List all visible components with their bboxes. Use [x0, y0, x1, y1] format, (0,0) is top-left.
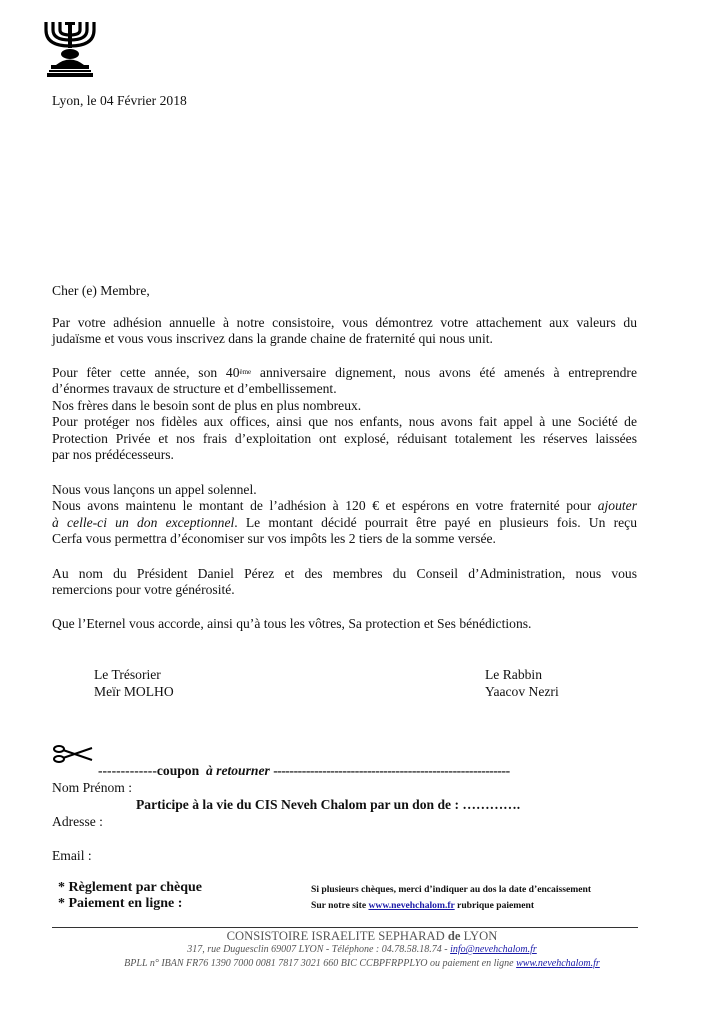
- website-link[interactable]: www.nevehchalom.fr: [368, 900, 455, 911]
- text: rubrique paiement: [454, 900, 535, 911]
- menorah-icon: [42, 20, 98, 78]
- text: 317, rue Duguesclin 69007 LYON - Téléphone : 04.78.58.18.74 -: [187, 944, 451, 955]
- letter-date: Lyon, le 04 Février 2018: [52, 93, 187, 108]
- paragraph-line: par nos prédécesseurs.: [52, 447, 174, 463]
- footer-address: [0, 943, 724, 956]
- blessing: Que l’Eternel vous accorde, ainsi qu’à tous les vôtres, Sa protection et Ses bénédictions.: [52, 616, 532, 631]
- text: Pour fêter cette année, son 40: [52, 365, 240, 380]
- text: . Le montant décidé pourrait être payé en plusieurs fois. Un reçu: [234, 514, 637, 530]
- online-payment-label: * Paiement en ligne :: [58, 896, 183, 911]
- treasurer-name: Meïr MOLHO: [94, 684, 174, 699]
- dashes: -------------: [98, 763, 157, 778]
- text: Sur notre site: [311, 900, 369, 911]
- paragraph-line: Cerfa vous permettra d’économiser sur vos impôts les 2 tiers de la somme versée.: [52, 531, 496, 547]
- paragraph-line: [52, 365, 637, 381]
- address-field-label: Adresse :: [52, 814, 103, 829]
- paragraph-anniversary: [52, 365, 637, 463]
- italic-text: ajouter: [597, 498, 637, 514]
- paragraph-line: [52, 498, 637, 514]
- paragraph-line: Par votre adhésion annuelle à notre consistoire, vous démontrez votre attachement aux valeurs du: [52, 315, 637, 330]
- text: LYON: [460, 929, 498, 943]
- paragraph-appeal: [52, 482, 637, 548]
- rabbin-title: Le Rabbin: [485, 667, 543, 682]
- text: BPLL n° IBAN FR76 1390 7000 0081 7817 3021 660 BIC CCBPFRPPLYO ou paiement en ligne: [124, 958, 517, 969]
- rabbin-name: Yaacov Nezri: [485, 684, 559, 699]
- return-label: à retourner: [205, 763, 270, 778]
- menorah-logo: [42, 20, 98, 78]
- coupon-header: [98, 763, 510, 779]
- website-link[interactable]: www.nevehchalom.fr: [516, 958, 600, 969]
- paragraph-line: Nous vous lançons un appel solennel.: [52, 482, 257, 497]
- dashes: ----------------------------------------------------------: [273, 763, 510, 778]
- paragraph-line: d’énormes travaux de structure et d’embellissement.: [52, 381, 337, 397]
- online-note: [311, 898, 534, 914]
- text: anniversaire dignement, nous avons été amenés à entreprendre: [251, 365, 637, 380]
- coupon-label: coupon: [156, 763, 200, 778]
- text: Nous avons maintenu le montant de l’adhésion à 120 € et espérons en votre fraternité pour: [52, 498, 598, 514]
- paragraph-line: remercions pour votre générosité.: [52, 582, 235, 598]
- paragraph-line: judaïsme et vous vous inscrivez dans la grande chaine de fraternité qui nous unit.: [52, 331, 493, 347]
- paragraph-thanks: [52, 566, 637, 599]
- donation-line: Participe à la vie du CIS Neveh Chalom par un don de : ………….: [136, 797, 521, 812]
- text: CONSISTOIRE ISRAELITE SEPHARAD: [226, 929, 448, 943]
- cheque-payment-label: * Règlement par chèque: [58, 880, 202, 895]
- footer-organization: [0, 928, 724, 944]
- paragraph-line: Nos frères dans le besoin sont de plus en plus nombreux.: [52, 397, 362, 413]
- scissors-icon: [52, 744, 94, 764]
- email-link[interactable]: info@nevehchalom.fr: [450, 944, 537, 955]
- email-field-label: Email :: [52, 848, 92, 863]
- paragraph-line: Au nom du Président Daniel Pérez et des membres du Conseil d’Administration, nous vous: [52, 566, 637, 581]
- salutation: Cher (e) Membre,: [52, 283, 150, 298]
- treasurer-title: Le Trésorier: [94, 667, 161, 682]
- paragraph-membership: [52, 315, 637, 348]
- paragraph-line: Pour protéger nos fidèles aux offices, ainsi que nos enfants, nous avons fait appel à une Société de: [52, 414, 637, 430]
- paragraph-line: [52, 515, 637, 531]
- italic-text: à celle-ci un don exceptionnel: [52, 514, 235, 530]
- text: de: [447, 929, 461, 943]
- footer-bank: [0, 957, 724, 970]
- name-field-label: Nom Prénom :: [52, 780, 133, 795]
- cheque-note: Si plusieurs chèques, merci d’indiquer au dos la date d’encaissement: [311, 884, 592, 895]
- paragraph-line: Protection Privée et nos frais d’exploitation ont explosé, réduisant totalement les réserves laissées: [52, 430, 637, 446]
- superscript: ème: [239, 368, 252, 376]
